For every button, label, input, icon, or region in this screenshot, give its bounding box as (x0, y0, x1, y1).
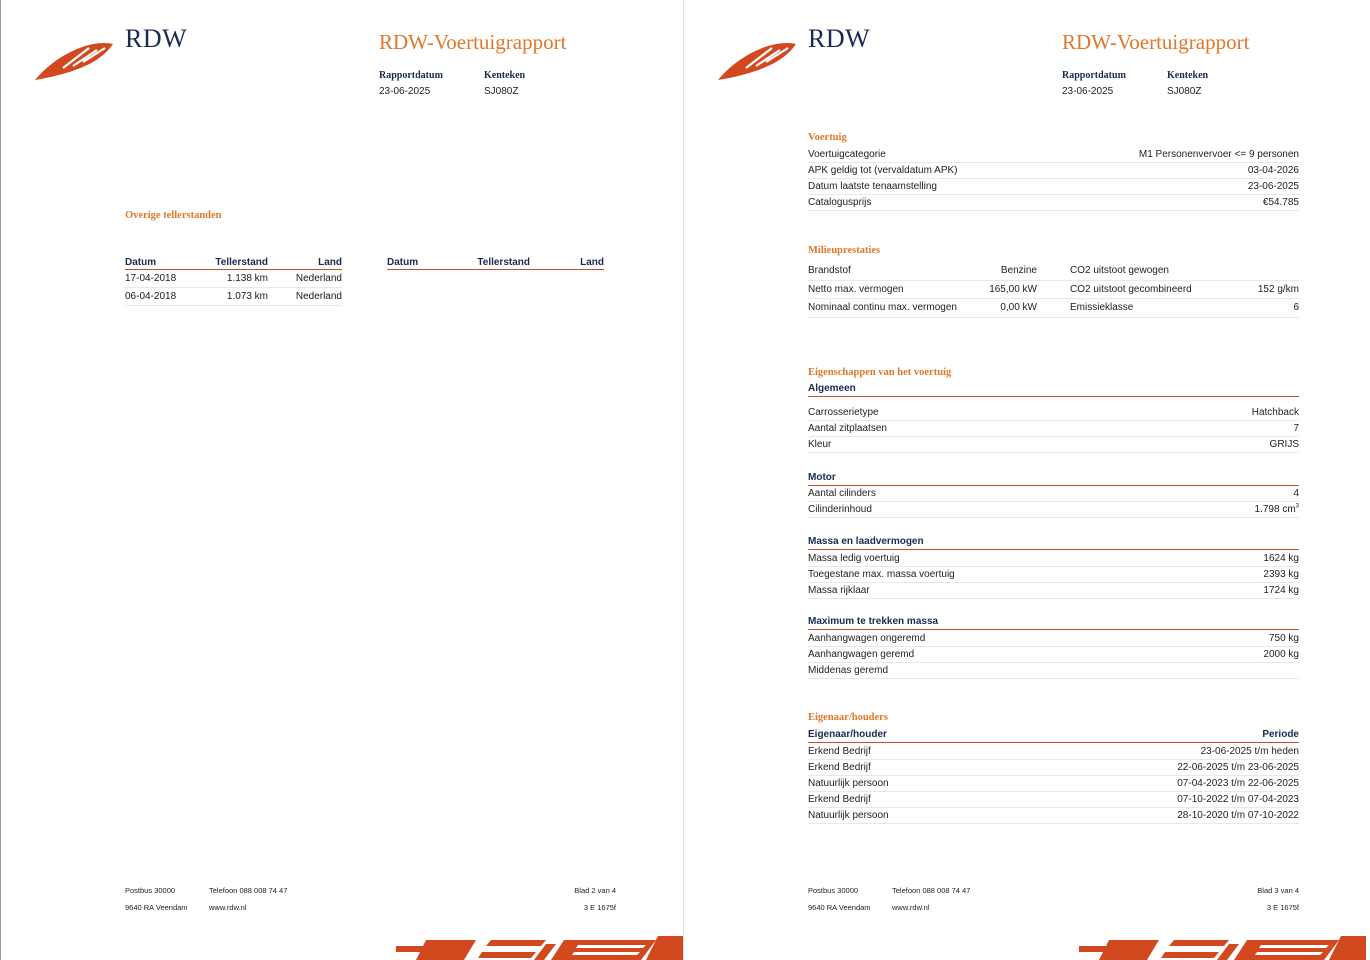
detail-row (808, 195, 1299, 211)
cell-reading: 1.138 km (226, 273, 268, 284)
detail-row (808, 551, 1299, 567)
cell-date: 06-04-2018 (125, 291, 177, 302)
owners-list (808, 744, 1299, 824)
detail-value: 6 (1293, 302, 1299, 313)
footer-contact (209, 882, 287, 916)
owner-type: Erkend Bedrijf (808, 794, 871, 805)
detail-row (808, 405, 1299, 421)
col-header-country: Land (580, 257, 604, 268)
section-title-environment: Milieuprestaties (808, 245, 881, 256)
report-page-3 (683, 0, 1366, 960)
footer-postbus: Postbus 30000 (808, 886, 859, 895)
detail-row (808, 502, 1299, 518)
subsection-towing: Maximum te trekken massa (808, 616, 1299, 630)
brand-name: RDW (125, 24, 188, 53)
detail-row (808, 631, 1299, 647)
owners-table-header (808, 729, 1299, 743)
detail-value: 165,00 kW (989, 283, 1037, 295)
detail-value: 1624 kg (1263, 553, 1299, 564)
section-title-properties: Eigenschappen van het voertuig (808, 367, 952, 378)
meta-license-plate (1167, 70, 1208, 97)
unit-superscript: 3 (1295, 503, 1299, 510)
section-title-vehicle: Voertuig (808, 132, 847, 143)
vehicle-details (808, 147, 1299, 211)
footer-page-info (1257, 882, 1299, 916)
detail-row (808, 163, 1299, 179)
detail-value: 0,00 kW (1000, 302, 1037, 313)
detail-label: Nominaal continu max. vermogen (808, 302, 957, 313)
meta-report-date (379, 70, 443, 97)
owner-period: 07-04-2023 t/m 22-06-2025 (1177, 778, 1299, 789)
detail-label: Aantal zitplaatsen (808, 423, 887, 434)
col-header-date: Datum (125, 257, 157, 268)
meta-report-date (1062, 70, 1126, 97)
detail-value: €54.785 (1262, 197, 1299, 208)
detail-row (808, 262, 1299, 281)
detail-label: Catalogusprijs (808, 197, 872, 208)
detail-label: Aanhangwagen ongeremd (808, 633, 926, 644)
col-header-owner: Eigenaar/houder (808, 729, 887, 740)
detail-row (808, 421, 1299, 437)
meta-label: Rapportdatum (379, 70, 443, 81)
rdw-feather-logo-icon (33, 38, 113, 82)
meta-value: 23-06-2025 (1062, 86, 1114, 97)
detail-row (808, 567, 1299, 583)
detail-row (808, 647, 1299, 663)
page-number: Blad 3 van 4 (1257, 886, 1299, 895)
owner-type: Erkend Bedrijf (808, 746, 871, 757)
section-title-owners: Eigenaar/houders (808, 712, 888, 723)
detail-value: 2000 kg (1263, 649, 1299, 660)
detail-row (808, 179, 1299, 195)
detail-value: 750 kg (1268, 633, 1299, 644)
detail-label: Toegestane max. massa voertuig (808, 569, 955, 580)
cell-country: Nederland (295, 291, 342, 302)
detail-label: Brandstof (808, 265, 851, 276)
general-details (808, 405, 1299, 453)
brand-name: RDW (808, 24, 871, 53)
meta-label: Rapportdatum (1062, 70, 1126, 81)
report-page-2 (0, 0, 683, 960)
subsection-general: Algemeen (808, 383, 1299, 397)
table-row (125, 270, 342, 288)
detail-label: Aanhangwagen geremd (808, 649, 915, 660)
document-code: 3 E 1675f (583, 903, 616, 912)
footer-address (808, 882, 871, 916)
cell-reading: 1.073 km (226, 291, 268, 302)
subsection-mass: Massa en laadvermogen (808, 536, 1299, 550)
detail-row (808, 486, 1299, 502)
col-header-reading: Tellerstand (215, 257, 268, 268)
detail-label: Aantal cilinders (808, 488, 876, 499)
section-title-meter-readings: Overige tellerstanden (125, 210, 222, 221)
cell-date: 17-04-2018 (125, 273, 177, 284)
detail-value: 1724 kg (1263, 585, 1299, 596)
detail-label: APK geldig tot (vervaldatum APK) (808, 165, 958, 176)
detail-value: 1.798 cm (1254, 504, 1296, 515)
detail-label: Kleur (808, 439, 832, 450)
owner-type: Natuurlijk persoon (808, 810, 889, 821)
owner-period: 23-06-2025 t/m heden (1200, 746, 1299, 757)
detail-label: CO2 uitstoot gewogen (1070, 265, 1169, 276)
mass-details (808, 551, 1299, 599)
col-header-reading: Tellerstand (477, 257, 530, 268)
meta-value: SJ080Z (484, 86, 519, 97)
page-number: Blad 2 van 4 (574, 886, 616, 895)
detail-value: M1 Personenvervoer <= 9 personen (1138, 149, 1299, 160)
detail-label: Cilinderinhoud (808, 504, 872, 515)
subsection-engine: Motor (808, 472, 1299, 486)
document-code: 3 E 1675f (1266, 903, 1299, 912)
col-header-date: Datum (387, 257, 419, 268)
footer-website: www.rdw.nl (209, 903, 247, 912)
meta-label: Kenteken (484, 70, 526, 81)
detail-row (808, 663, 1299, 679)
detail-value: GRIJS (1269, 439, 1299, 450)
rdw-feather-logo-icon (716, 38, 796, 82)
detail-row (808, 437, 1299, 453)
detail-row (808, 147, 1299, 163)
detail-label: Emissieklasse (1070, 302, 1134, 313)
footer-phone: Telefoon 088 008 74 47 (209, 886, 288, 895)
footer-page-info (574, 882, 616, 916)
owner-period: 28-10-2020 t/m 07-10-2022 (1177, 810, 1299, 821)
table-row (808, 744, 1299, 760)
owner-period: 22-06-2025 t/m 23-06-2025 (1177, 762, 1299, 773)
footer-city: 9640 RA Veendam (808, 903, 871, 912)
detail-value: 03-04-2026 (1247, 165, 1299, 176)
owner-type: Erkend Bedrijf (808, 762, 871, 773)
detail-label: Datum laatste tenaamstelling (808, 181, 937, 192)
detail-value: Hatchback (1251, 407, 1299, 418)
table-row (125, 288, 342, 306)
towing-details (808, 631, 1299, 679)
meta-value: SJ080Z (1167, 86, 1202, 97)
meta-label: Kenteken (1167, 70, 1209, 81)
decorative-stripes-icon (396, 936, 683, 960)
report-title: RDW-Voertuigrapport (379, 30, 567, 54)
detail-value: Benzine (1000, 265, 1037, 276)
footer-contact (892, 882, 970, 916)
detail-label: CO2 uitstoot gecombineerd (1070, 283, 1192, 295)
detail-value: 4 (1293, 488, 1299, 499)
engine-details (808, 486, 1299, 518)
meta-value: 23-06-2025 (379, 86, 431, 97)
table-header (125, 257, 342, 270)
footer-address (125, 882, 188, 916)
detail-row (808, 299, 1299, 318)
detail-value: 7 (1293, 423, 1299, 434)
detail-label: Massa ledig voertuig (808, 553, 900, 564)
detail-label: Middenas geremd (808, 665, 889, 676)
footer-postbus: Postbus 30000 (125, 886, 176, 895)
detail-row (808, 583, 1299, 599)
owner-type: Natuurlijk persoon (808, 778, 889, 789)
meter-readings-table-2 (387, 257, 604, 270)
detail-value-with-unit (1255, 502, 1299, 517)
detail-value: 23-06-2025 (1247, 181, 1299, 192)
decorative-stripes-icon (1079, 936, 1366, 960)
environment-details (808, 262, 1299, 318)
detail-label: Carrosserietype (808, 407, 879, 418)
detail-row (808, 281, 1299, 300)
meter-readings-table (125, 257, 342, 306)
detail-label: Massa rijklaar (808, 585, 870, 596)
detail-value: 152 g/km (1257, 283, 1299, 295)
meta-license-plate (484, 70, 525, 97)
table-row (808, 776, 1299, 792)
table-row (808, 792, 1299, 808)
footer-phone: Telefoon 088 008 74 47 (892, 886, 971, 895)
footer-website: www.rdw.nl (892, 903, 930, 912)
report-title: RDW-Voertuigrapport (1062, 30, 1250, 54)
detail-value: 2393 kg (1263, 569, 1299, 580)
col-header-period: Periode (1262, 729, 1299, 740)
table-row (808, 760, 1299, 776)
cell-country: Nederland (295, 273, 342, 284)
detail-label: Netto max. vermogen (808, 283, 904, 295)
owner-period: 07-10-2022 t/m 07-04-2023 (1177, 794, 1299, 805)
footer-city: 9640 RA Veendam (125, 903, 188, 912)
detail-label: Voertuigcategorie (808, 149, 886, 160)
table-row (808, 808, 1299, 824)
table-header (387, 257, 604, 270)
col-header-country: Land (318, 257, 342, 268)
